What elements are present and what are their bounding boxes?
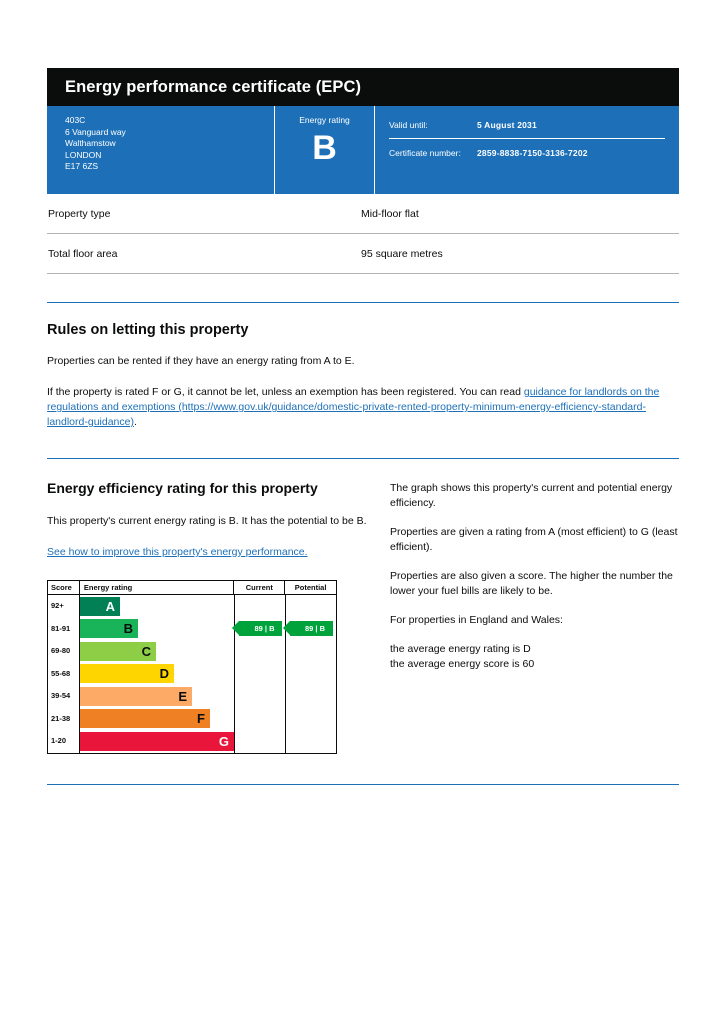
chart-band-bar-wrap xyxy=(80,640,234,663)
chart-band-bar-wrap xyxy=(80,685,234,708)
graph-description-3: Properties are also given a score. The higher the number the lower your fuel bills are likely to be. xyxy=(390,570,673,597)
energy-efficiency-chart xyxy=(47,580,337,754)
summary-band xyxy=(47,106,679,194)
chart-band-row xyxy=(48,640,234,663)
section-divider xyxy=(47,302,679,303)
total-floor-area-value: 95 square metres xyxy=(361,248,443,260)
chart-band-score: 21-38 xyxy=(48,708,80,731)
chart-band-bar-wrap xyxy=(80,663,234,686)
rules-paragraph-1: Properties can be rented if they have an energy rating from A to E. xyxy=(47,355,355,367)
chart-column-potential: Potential xyxy=(294,583,327,592)
chart-band-bar: A xyxy=(80,597,120,616)
section-divider-3 xyxy=(47,784,679,785)
chart-band-bar: E xyxy=(80,687,192,706)
epc-document xyxy=(47,68,679,785)
address-line-3: Walthamstow xyxy=(65,138,116,148)
address-line-4: LONDON xyxy=(65,149,102,160)
chart-band-bar: F xyxy=(80,709,210,728)
efficiency-paragraph: This property's current energy rating is B. It has the potential to be B. xyxy=(47,515,367,527)
chart-body xyxy=(48,595,336,753)
property-type-value: Mid-floor flat xyxy=(361,208,419,220)
energy-rating-letter: B xyxy=(312,129,337,167)
chart-current-pointer: 89 | B xyxy=(239,621,282,636)
chart-band-score: 92+ xyxy=(48,595,80,618)
address-line-1: 403C xyxy=(65,115,86,125)
certificate-number-row xyxy=(389,148,665,158)
chart-band-score: 55-68 xyxy=(48,663,80,686)
chart-band-row xyxy=(48,708,234,731)
average-energy-rating: the average energy rating is D xyxy=(390,643,531,655)
property-type-label: Property type xyxy=(48,208,111,220)
chart-band-bar-wrap xyxy=(80,708,234,731)
energy-rating-block xyxy=(275,106,375,194)
total-floor-area-label: Total floor area xyxy=(48,248,118,260)
chart-band-score: 1-20 xyxy=(48,730,80,753)
address-line-2: 6 Vanguard way xyxy=(65,126,126,137)
rules-heading: Rules on letting this property xyxy=(47,322,249,338)
graph-description-1: The graph shows this property's current and potential energy efficiency. xyxy=(390,482,673,509)
chart-band-bar: C xyxy=(80,642,156,661)
valid-until-row xyxy=(389,120,665,130)
chart-potential-pointer: 89 | B xyxy=(290,621,333,636)
valid-until-label: Valid until: xyxy=(389,120,428,130)
chart-current-column xyxy=(235,595,286,753)
graph-description-4: For properties in England and Wales: xyxy=(390,614,563,626)
certificate-number-label: Certificate number: xyxy=(389,148,461,158)
chart-band-score: 69-80 xyxy=(48,640,80,663)
table-row xyxy=(47,234,679,274)
rules-paragraph-2-end: . xyxy=(133,416,137,428)
chart-band-score: 81-91 xyxy=(48,618,80,641)
efficiency-left-column xyxy=(47,479,390,754)
page-title: Energy performance certificate (EPC) xyxy=(65,77,362,96)
chart-band-row xyxy=(48,595,234,618)
average-energy-score: the average energy score is 60 xyxy=(390,658,535,670)
rules-paragraph-2-text: If the property is rated F or G, it cannot be let, unless an exemption has been registered. You can read xyxy=(47,386,521,398)
improve-link-paragraph xyxy=(47,545,390,560)
chart-band-bar-wrap xyxy=(80,618,234,641)
table-row xyxy=(47,194,679,234)
rules-paragraph-2 xyxy=(47,385,679,430)
improve-property-link[interactable]: See how to improve this property's energy performance. xyxy=(47,546,308,558)
efficiency-heading: Energy efficiency rating for this property xyxy=(47,480,318,496)
chart-band-bar-wrap xyxy=(80,730,234,753)
property-address xyxy=(47,106,275,194)
chart-column-current: Current xyxy=(234,581,285,594)
meta-divider xyxy=(389,138,665,139)
chart-bars xyxy=(48,595,235,753)
chart-band-score: 39-54 xyxy=(48,685,80,708)
chart-band-row xyxy=(48,685,234,708)
graph-description-2: Properties are given a rating from A (most efficient) to G (least efficient). xyxy=(390,526,678,553)
chart-band-bar: G xyxy=(80,732,234,751)
certificate-meta xyxy=(375,106,679,194)
address-line-5: E17 6ZS xyxy=(65,161,99,171)
chart-header-row xyxy=(48,581,336,595)
efficiency-right-column xyxy=(390,479,679,754)
chart-band-row xyxy=(48,730,234,753)
chart-band-row xyxy=(48,663,234,686)
chart-band-bar-wrap xyxy=(80,595,234,618)
valid-until-value: 5 August 2031 xyxy=(477,120,537,130)
certificate-number-value: 2859-8838-7150-3136-7202 xyxy=(477,148,588,158)
efficiency-section xyxy=(47,479,679,754)
landlord-guidance-link[interactable]: guidance for landlords on the regulations and exemptions (https://www.gov.uk/guidance/domestic-private-rented-property-minimum-energy-efficiency-standard-landlord-guidance) xyxy=(47,386,660,428)
energy-rating-label: Energy rating xyxy=(299,115,350,125)
chart-band-bar: D xyxy=(80,664,174,683)
section-divider-2 xyxy=(47,458,679,459)
document-header xyxy=(47,68,679,106)
chart-column-score: Score xyxy=(48,581,80,594)
chart-potential-column xyxy=(286,595,337,753)
chart-band-row xyxy=(48,618,234,641)
chart-band-bar: B xyxy=(80,619,138,638)
chart-column-rating: Energy rating xyxy=(80,581,234,594)
